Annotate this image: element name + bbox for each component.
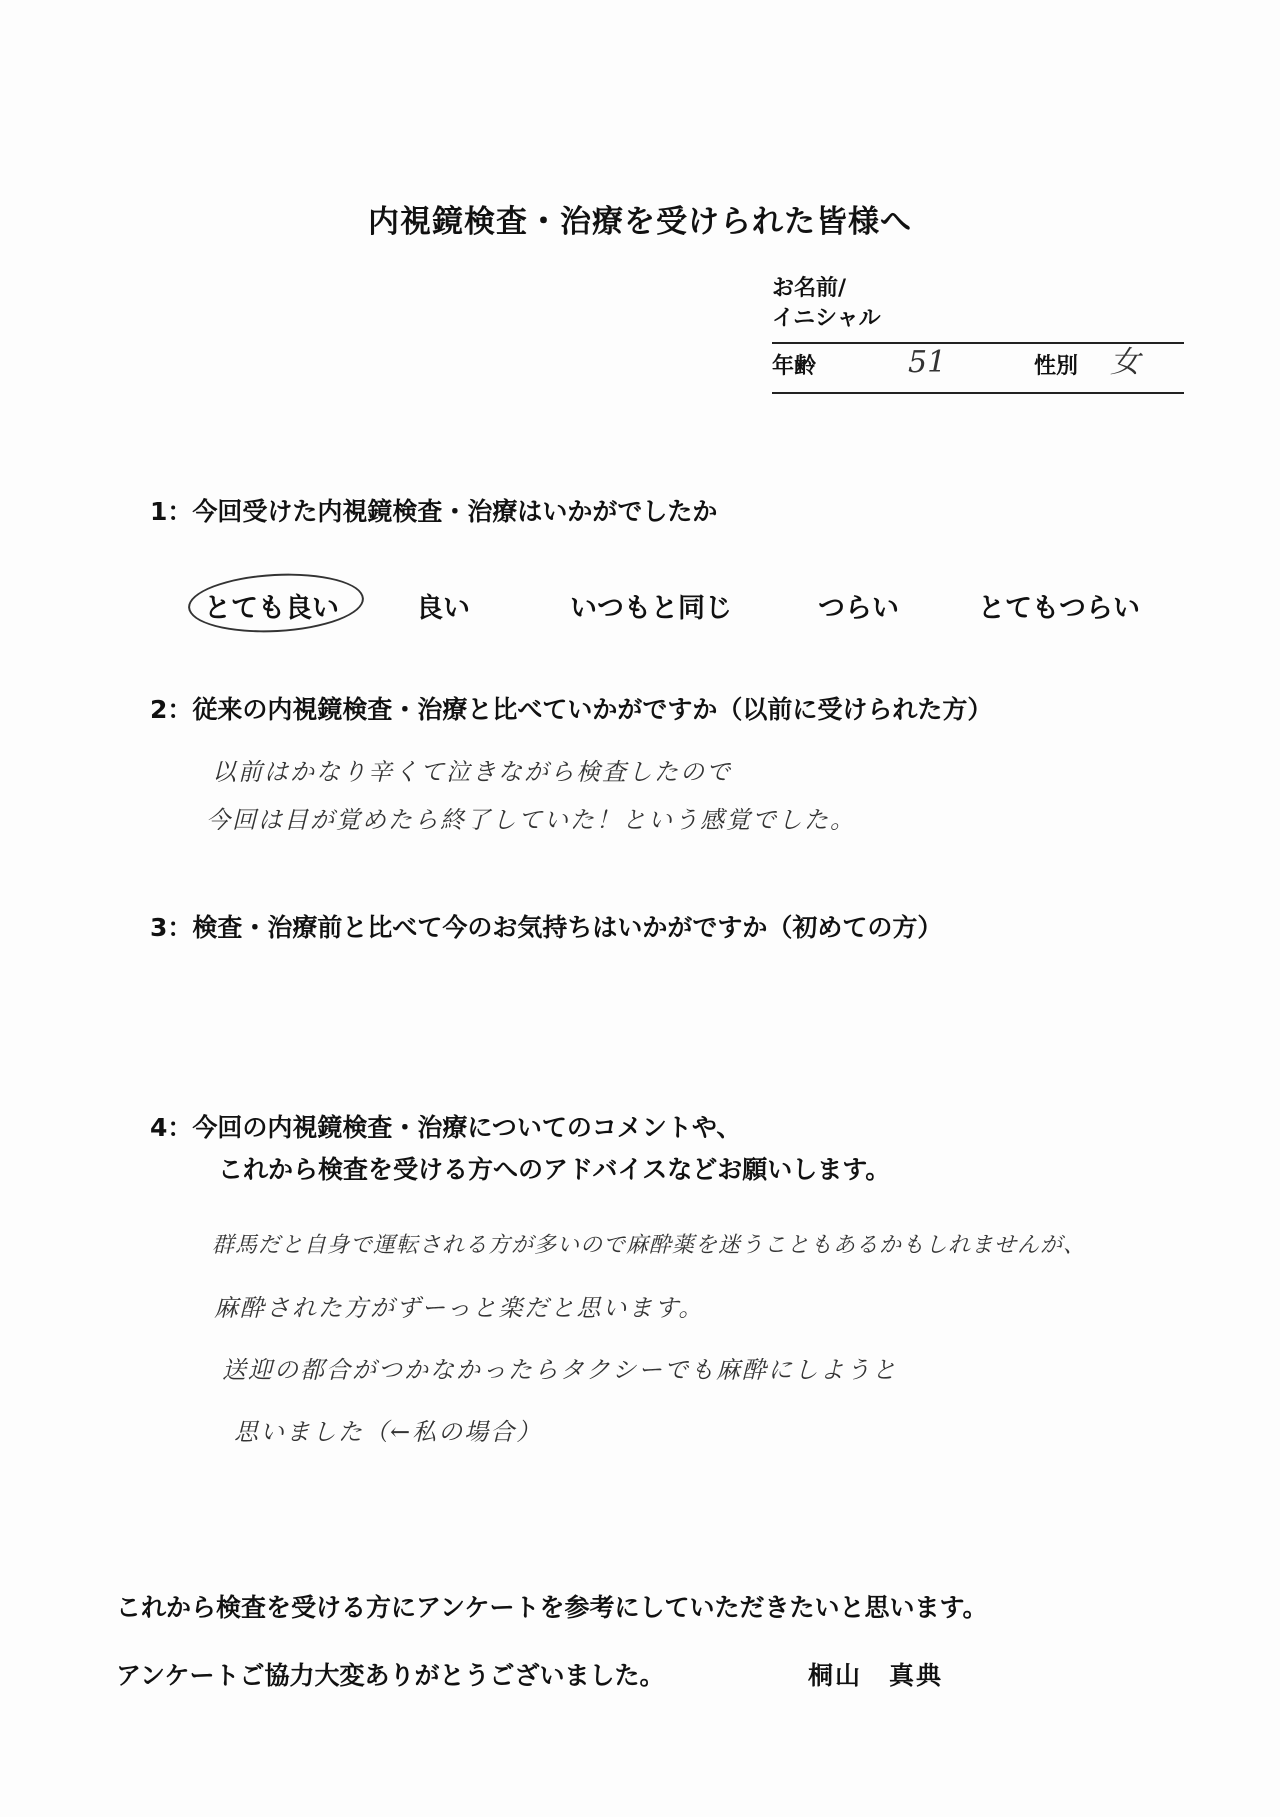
question-4-line-1: 4：今回の内視鏡検査・治療についてのコメントや、 [150, 1113, 742, 1142]
respondent-info [772, 274, 1184, 394]
answer-4-line-1: 群馬だと自身で運転される方が多いので麻酔薬を迷うこともあるかもしれませんが、 [212, 1233, 1087, 1258]
answer-2-line-2: 今回は目が覚めたら終了していた！という感覚でした。 [206, 806, 856, 834]
footer-request: これから検査を受ける方にアンケートを参考にしていただきたいと思います。 [116, 1593, 988, 1622]
question-4-line-2: これから検査を受ける方へのアドバイスなどお願いします。 [218, 1155, 891, 1184]
age-value: 51 [908, 345, 947, 380]
name-label-line1: お名前/ [772, 276, 847, 301]
sex-label: 性別 [1034, 354, 1079, 379]
option-very-good[interactable]: とても良い [204, 593, 339, 624]
option-very-hard[interactable]: とてもつらい [978, 593, 1140, 624]
question-1-options [0, 586, 1280, 626]
answer-4-line-2: 麻酔された方がずーっと楽だと思います。 [214, 1294, 705, 1322]
name-row [772, 274, 1184, 344]
question-3: 3：検査・治療前と比べて今のお気持ちはいかがですか（初めての方） [150, 913, 943, 942]
option-hard[interactable]: つらい [818, 593, 899, 624]
form-title: 内視鏡検査・治療を受けられた皆様へ [368, 204, 912, 240]
sex-value: 女 [1110, 345, 1140, 380]
answer-2-line-1: 以前はかなり辛くて泣きながら検査したので [212, 758, 732, 786]
age-label: 年齢 [772, 354, 817, 379]
signer-name: 桐山 真典 [808, 1661, 944, 1690]
answer-4-line-3: 送迎の都合がつかなかったらタクシーでも麻酔にしようと [222, 1356, 898, 1384]
question-2: 2：従来の内視鏡検査・治療と比べていかがですか（以前に受けられた方） [150, 695, 993, 724]
answer-4-line-4: 思いました（←私の場合） [234, 1418, 543, 1446]
footer-thanks: アンケートご協力大変ありがとうございました。 [116, 1661, 665, 1690]
question-1: 1：今回受けた内視鏡検査・治療はいかがでしたか [150, 497, 718, 526]
age-sex-row [772, 344, 1184, 394]
option-good[interactable]: 良い [416, 593, 470, 624]
option-same-as-usual[interactable]: いつもと同じ [570, 593, 732, 624]
name-label-line2: イニシャル [772, 306, 881, 331]
